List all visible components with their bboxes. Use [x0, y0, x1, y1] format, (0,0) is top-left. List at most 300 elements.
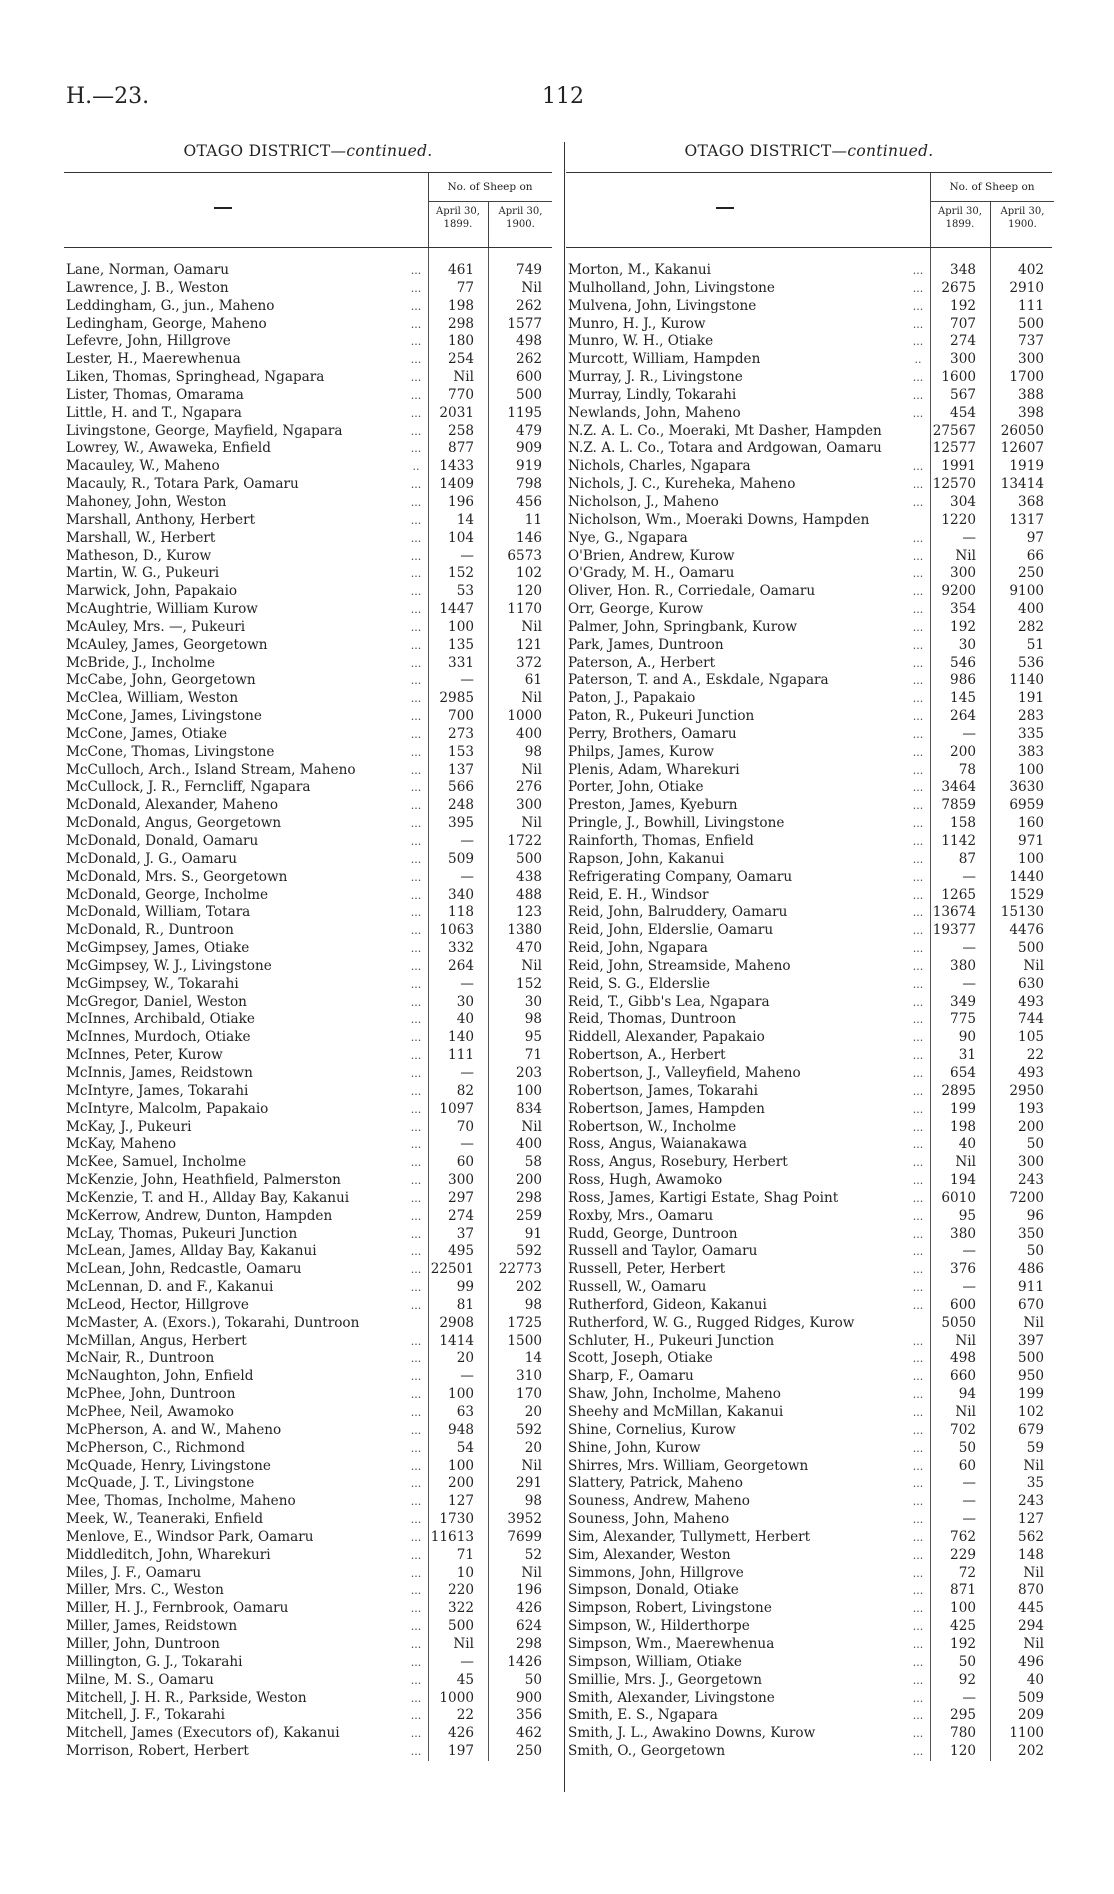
sheep-1900-value: 58 — [524, 1154, 542, 1171]
table-row — [64, 1065, 552, 1083]
table-row — [64, 1190, 552, 1208]
sheep-1899-value: 566 — [448, 779, 474, 796]
table-row — [64, 779, 552, 797]
table-row — [64, 1243, 552, 1261]
sheep-1900-value: 1725 — [507, 1314, 542, 1331]
table-row — [64, 530, 552, 548]
sheep-1900-value: 199 — [1018, 1386, 1044, 1403]
leader-dots: ... — [410, 1423, 422, 1437]
owner-name: Lefevre, John, Hillgrove — [66, 333, 231, 350]
table-row — [64, 1101, 552, 1119]
sheep-1900-value: 562 — [1018, 1528, 1044, 1545]
table-row — [566, 387, 1052, 405]
owner-name: McKee, Samuel, Incholme — [66, 1154, 247, 1171]
table-row — [566, 797, 1052, 815]
sheep-1900-value: 262 — [516, 351, 542, 368]
leader-dots: ... — [912, 1655, 924, 1669]
sheep-1899-value: 1000 — [439, 1689, 474, 1706]
leader-dots: ... — [410, 1655, 422, 1669]
sheep-1900-value: 500 — [1018, 1350, 1044, 1367]
sheep-1900-value: 123 — [516, 904, 542, 921]
leader-dots: ... — [410, 1209, 422, 1223]
owner-name: McInnes, Archibald, Otiake — [66, 1011, 255, 1028]
table-row — [566, 1190, 1052, 1208]
leader-dots: ... — [410, 1584, 422, 1598]
sheep-1900-value: Nil — [521, 957, 542, 974]
sheep-1899-value: 120 — [950, 1743, 976, 1760]
table-row — [566, 815, 1052, 833]
table-row — [64, 1475, 552, 1493]
sheep-1900-value: 52 — [524, 1546, 542, 1563]
owner-name: Simpson, Donald, Otiake — [568, 1582, 739, 1599]
column-divider — [564, 142, 565, 1792]
sheep-1899-value: 100 — [448, 618, 474, 635]
leader-dots: ... — [410, 1637, 422, 1651]
table-row — [64, 262, 552, 280]
table-row — [566, 1672, 1052, 1690]
owner-name: N.Z. A. L. Co., Moeraki, Mt Dasher, Hampden — [568, 422, 882, 439]
owner-name: Macauly, R., Totara Park, Oamaru — [66, 476, 299, 493]
sheep-1899-value: 198 — [950, 1118, 976, 1135]
owner-name: Smillie, Mrs. J., Georgetown — [568, 1671, 763, 1688]
leader-dots: ... — [912, 1370, 924, 1384]
sheep-1900-value: 1722 — [507, 833, 542, 849]
sheep-1900-value: 1426 — [507, 1653, 542, 1670]
owner-name: Marshall, Anthony, Herbert — [66, 511, 256, 528]
owner-name: Ross, Angus, Rosebury, Herbert — [568, 1154, 788, 1171]
sheep-1900-value: 426 — [516, 1600, 542, 1617]
table-row — [566, 369, 1052, 387]
sheep-1899-value: 877 — [448, 440, 474, 457]
table-row — [566, 512, 1052, 530]
sheep-1900-value: 200 — [516, 1172, 542, 1189]
sheep-1900-value: 388 — [1018, 386, 1044, 403]
owner-name: Lowrey, W., Awaweka, Enfield — [66, 440, 271, 457]
owner-name: McGimpsey, W., Tokarahi — [66, 975, 239, 992]
leader-dots: ... — [912, 906, 924, 920]
owner-name: Robertson, James, Hampden — [568, 1100, 765, 1117]
leader-dots: ... — [912, 1281, 924, 1295]
owner-name: McDonald, George, Incholme — [66, 886, 269, 903]
leader-dots: ... — [912, 942, 924, 956]
table-row — [566, 887, 1052, 905]
sheep-1900-value: 98 — [524, 1493, 542, 1510]
sheep-1900-value: 91 — [524, 1225, 542, 1242]
table-row — [64, 1261, 552, 1279]
owner-name: Smith, O., Georgetown — [568, 1743, 726, 1760]
owner-name: Paton, R., Pukeuri Junction — [568, 708, 755, 725]
owner-name: Preston, James, Kyeburn — [568, 797, 738, 814]
sheep-1899-value: 100 — [448, 1457, 474, 1474]
table-row — [64, 1208, 552, 1226]
sheep-1899-value: — — [962, 975, 976, 992]
sheep-1899-value: 660 — [950, 1368, 976, 1385]
owner-name: Nicholson, Wm., Moeraki Downs, Hampden — [568, 511, 870, 528]
sheep-1900-value: 500 — [1018, 315, 1044, 332]
owner-name: Mahoney, John, Weston — [66, 493, 227, 510]
sheep-1900-value: 479 — [516, 422, 542, 439]
sheep-1900-value: 798 — [516, 476, 542, 493]
leader-dots: ... — [410, 852, 422, 866]
sheep-1900-value: 100 — [516, 1082, 542, 1099]
sheep-1899-value: 135 — [448, 636, 474, 653]
sheep-1899-value: 90 — [958, 1029, 976, 1046]
sheep-1899-value: 140 — [448, 1029, 474, 1046]
sheep-1900-value: Nil — [1023, 1457, 1044, 1474]
sheep-1899-value: 1220 — [941, 511, 976, 528]
sheep-1899-value: — — [962, 1475, 976, 1492]
leader-dots: ... — [912, 888, 924, 902]
sheep-1900-value: 2910 — [1009, 279, 1044, 296]
leader-dots: ... — [912, 835, 924, 848]
sheep-1899-value: 425 — [950, 1618, 976, 1635]
sheep-1899-value: 380 — [950, 1225, 976, 1242]
leader-dots: ... — [410, 388, 422, 402]
sheep-1900-value: 160 — [1018, 815, 1044, 832]
owner-name: Mulholland, John, Livingstone — [568, 279, 775, 296]
owner-name: McCullock, J. R., Ferncliff, Ngapara — [66, 779, 311, 796]
sheep-1899-value: 775 — [950, 1011, 976, 1028]
owner-name: McBride, J., Incholme — [66, 654, 216, 671]
sheep-1900-value: 291 — [516, 1475, 542, 1492]
owner-name: Park, James, Duntroon — [568, 636, 724, 653]
table-row — [566, 779, 1052, 797]
sheep-1899-value: 454 — [950, 404, 976, 421]
sheep-1900-value: 193 — [1018, 1100, 1044, 1117]
owner-name: Miller, James, Reidstown — [66, 1618, 238, 1635]
owner-name: McMaster, A. (Exors.), Tokarahi, Duntroon — [66, 1314, 360, 1331]
table-row — [566, 1350, 1052, 1368]
sheep-1899-value: 332 — [448, 940, 474, 957]
sheep-1900-value: 7200 — [1009, 1189, 1044, 1206]
owner-name: Leddingham, G., jun., Maheno — [66, 297, 275, 314]
sheep-1900-value: 300 — [516, 797, 542, 814]
sheep-1900-value: 402 — [1018, 262, 1044, 278]
sheep-1899-value: 546 — [950, 654, 976, 671]
owner-name: Mitchell, J. F., Tokarahi — [66, 1707, 226, 1724]
sheep-1900-value: 911 — [1018, 1279, 1044, 1296]
leader-dots: ... — [912, 638, 924, 652]
sheep-1900-value: 493 — [1018, 993, 1044, 1010]
owner-name: McIntyre, Malcolm, Papakaio — [66, 1100, 269, 1117]
owner-name: Reid, John, Streamside, Maheno — [568, 957, 791, 974]
owner-name: Marwick, John, Papakaio — [66, 583, 238, 600]
owner-name: Rudd, George, Duntroon — [568, 1225, 738, 1242]
owner-name: Morton, M., Kakanui — [568, 262, 711, 278]
sheep-1900-value: 283 — [1018, 708, 1044, 725]
table-row — [64, 423, 552, 441]
owner-name: McCone, James, Livingstone — [66, 708, 262, 725]
sheep-1899-value: 12577 — [932, 440, 976, 457]
owner-name: Robertson, J., Valleyfield, Maheno — [568, 1064, 801, 1081]
owner-name: Nichols, J. C., Kureheka, Maheno — [568, 476, 796, 493]
sheep-1900-value: 300 — [1018, 1154, 1044, 1171]
sheep-1900-value: Nil — [521, 690, 542, 707]
leader-dots: ... — [912, 264, 924, 277]
leader-dots: ... — [912, 1084, 924, 1098]
leader-dots: ... — [912, 763, 924, 777]
owner-name: McDonald, Alexander, Maheno — [66, 797, 279, 814]
sheep-1900-value: 1577 — [507, 315, 542, 332]
leader-dots: ... — [410, 281, 422, 295]
left-table-header — [64, 172, 552, 248]
sheep-1899-value: 145 — [950, 690, 976, 707]
table-row — [566, 565, 1052, 583]
owner-name: Ledingham, George, Maheno — [66, 315, 267, 332]
sheep-1899-value: 192 — [950, 618, 976, 635]
sheep-1899-value: 654 — [950, 1064, 976, 1081]
leader-dots: ... — [410, 1156, 422, 1170]
table-row — [64, 1600, 552, 1618]
owner-name: Souness, John, Maheno — [568, 1511, 730, 1528]
sheep-1900-value: 148 — [1018, 1546, 1044, 1563]
owner-name: Paton, J., Papakaio — [568, 690, 696, 707]
owner-name: Mulvena, John, Livingstone — [568, 297, 757, 314]
table-row — [566, 1636, 1052, 1654]
leader-dots: ... — [912, 567, 924, 581]
sheep-1899-value: 27567 — [932, 422, 976, 439]
sheep-1899-value: — — [962, 940, 976, 957]
sheep-1899-value: 220 — [448, 1582, 474, 1599]
owner-name: Mitchell, James (Executors of), Kakanui — [66, 1725, 340, 1742]
sheep-1899-value: 40 — [456, 1011, 474, 1028]
sheep-1899-value: 297 — [448, 1189, 474, 1206]
owner-name: Plenis, Adam, Wharekuri — [568, 761, 740, 778]
sheep-1899-value: 780 — [950, 1725, 976, 1742]
sheep-1899-value: 197 — [448, 1743, 474, 1760]
owner-name: Murcott, William, Hampden — [568, 351, 761, 368]
table-row — [566, 637, 1052, 655]
table-row — [64, 1690, 552, 1708]
sheep-1900-value: 737 — [1018, 333, 1044, 350]
owner-name: McClea, William, Weston — [66, 690, 239, 707]
leader-dots: ... — [410, 1298, 422, 1312]
owner-name: Munro, H. J., Kurow — [568, 315, 706, 332]
page-number: 112 — [542, 84, 584, 109]
sheep-1900-value: Nil — [521, 1118, 542, 1135]
sheep-1900-value: 100 — [1018, 761, 1044, 778]
sheep-1899-value: — — [460, 547, 474, 564]
sheep-1900-value: Nil — [1023, 957, 1044, 974]
sheep-1899-value: 258 — [448, 422, 474, 439]
leader-dots: ... — [912, 924, 924, 938]
sheep-1900-value: 98 — [524, 743, 542, 760]
owner-name: Riddell, Alexander, Papakaio — [568, 1029, 765, 1046]
sheep-1899-value: 9200 — [941, 583, 976, 600]
table-row — [566, 1333, 1052, 1351]
sheep-1899-value: 770 — [448, 386, 474, 403]
sheep-1899-value: Nil — [955, 1332, 976, 1349]
sheep-1899-value: 264 — [950, 708, 976, 725]
sheep-1899-value: 986 — [950, 672, 976, 689]
table-row — [64, 762, 552, 780]
owner-name: McGimpsey, James, Otiake — [66, 940, 250, 957]
owner-name: McKay, Maheno — [66, 1136, 177, 1153]
sheep-1899-value: 196 — [448, 493, 474, 510]
owner-name: Schluter, H., Pukeuri Junction — [568, 1332, 775, 1349]
sheep-1899-value: — — [460, 833, 474, 849]
owner-name: McAuley, Mrs. —, Pukeuri — [66, 618, 246, 635]
sheep-1899-value: 200 — [950, 743, 976, 760]
sheep-1900-value: 98 — [524, 1011, 542, 1028]
leader-dots: ... — [912, 1174, 924, 1188]
sheep-1900-value: 456 — [516, 493, 542, 510]
table-row — [566, 1154, 1052, 1172]
sheep-1900-value: 356 — [516, 1707, 542, 1724]
sheep-1900-value: 111 — [1018, 297, 1044, 314]
sheep-1899-value: 71 — [456, 1546, 474, 1563]
table-row — [64, 851, 552, 869]
owner-name: Scott, Joseph, Otiake — [568, 1350, 713, 1367]
sheep-1899-value: 1265 — [941, 886, 976, 903]
sheep-1900-value: 294 — [1018, 1618, 1044, 1635]
table-row — [566, 619, 1052, 637]
table-row — [566, 976, 1052, 994]
leader-dots: ... — [912, 281, 924, 295]
sheep-1899-value: 53 — [456, 583, 474, 600]
sheep-1900-value: 298 — [516, 1635, 542, 1652]
sheep-1899-value: 380 — [950, 957, 976, 974]
leader-dots: .. — [412, 460, 420, 474]
sheep-1899-value: 99 — [456, 1279, 474, 1296]
owner-name: Livingstone, George, Mayfield, Ngapara — [66, 422, 343, 439]
leader-dots: ... — [912, 1120, 924, 1134]
leader-dots: ... — [410, 549, 422, 563]
owner-name: Reid, S. G., Elderslie — [568, 975, 711, 992]
sheep-1899-value: 1991 — [941, 458, 976, 475]
table-row — [64, 833, 552, 851]
sheep-1900-value: 493 — [1018, 1064, 1044, 1081]
sheep-1899-value: 349 — [950, 993, 976, 1010]
table-row — [64, 797, 552, 815]
name-column-dash — [214, 207, 232, 209]
leader-dots: ... — [410, 674, 422, 688]
owner-name: Little, H. and T., Ngapara — [66, 404, 242, 421]
owner-name: Smith, Alexander, Livingstone — [568, 1689, 775, 1706]
leader-dots: ... — [410, 1709, 422, 1723]
sheep-1899-value: 100 — [448, 1386, 474, 1403]
owner-name: Pringle, J., Bowhill, Livingstone — [568, 815, 785, 832]
sheep-1899-value: 78 — [958, 761, 976, 778]
sheep-1900-value: 2950 — [1009, 1082, 1044, 1099]
sheep-1899-value: 180 — [448, 333, 474, 350]
table-row — [64, 548, 552, 566]
owner-name: Philps, James, Kurow — [568, 743, 714, 760]
leader-dots: ... — [912, 549, 924, 563]
table-row — [566, 1119, 1052, 1137]
table-row — [566, 869, 1052, 887]
leader-dots: ... — [410, 1602, 422, 1616]
owner-name: Reid, John, Ngapara — [568, 940, 708, 957]
sheep-1900-value: 50 — [524, 1671, 542, 1688]
leader-dots: ... — [912, 977, 924, 991]
sheep-1900-value: 146 — [516, 529, 542, 546]
table-row — [566, 1029, 1052, 1047]
table-row — [566, 298, 1052, 316]
table-row — [64, 1618, 552, 1636]
sheep-1900-value: Nil — [521, 761, 542, 778]
sheep-1899-value: 13674 — [932, 904, 976, 921]
sheep-1900-value: 1380 — [507, 922, 542, 939]
owner-name: Reid, John, Balruddery, Oamaru — [568, 904, 788, 921]
sheep-1900-value: 462 — [516, 1725, 542, 1742]
leader-dots: ... — [410, 1513, 422, 1527]
sheep-1900-value: 592 — [516, 1421, 542, 1438]
sheep-1899-value: 600 — [950, 1296, 976, 1313]
sheep-1899-value: Nil — [955, 547, 976, 564]
owner-name: McPherson, C., Richmond — [66, 1439, 245, 1456]
col-1900-header: April 30, 1900. — [1000, 206, 1045, 230]
table-row — [64, 1493, 552, 1511]
owner-name: Reid, E. H., Windsor — [568, 886, 709, 903]
leader-dots: ... — [410, 317, 422, 331]
table-row — [566, 994, 1052, 1012]
right-column-title: OTAGO DISTRICT—continued. — [684, 142, 934, 160]
table-row — [566, 440, 1052, 458]
table-row — [566, 494, 1052, 512]
sheep-1900-value: 1440 — [1009, 868, 1044, 885]
sheep-1899-value: 274 — [448, 1207, 474, 1224]
sheep-1900-value: 1317 — [1009, 511, 1044, 528]
owner-name: Sharp, F., Oamaru — [568, 1368, 694, 1385]
owner-name: Rutherford, Gideon, Kakanui — [568, 1296, 767, 1313]
sheep-1899-value: 45 — [456, 1671, 474, 1688]
sheep-1900-value: Nil — [521, 1457, 542, 1474]
sheep-1899-value: — — [962, 725, 976, 742]
sheep-1899-value: 111 — [448, 1047, 474, 1064]
table-row — [566, 1047, 1052, 1065]
sheep-1899-value: 298 — [448, 315, 474, 332]
table-row — [64, 583, 552, 601]
leader-dots: ... — [410, 1102, 422, 1116]
leader-dots: ... — [410, 1334, 422, 1348]
owner-name: Liken, Thomas, Springhead, Ngapara — [66, 369, 325, 386]
sheep-1899-value: 50 — [958, 1439, 976, 1456]
sheep-1899-value: 300 — [448, 1172, 474, 1189]
table-row — [566, 726, 1052, 744]
sheep-1899-value: 762 — [950, 1528, 976, 1545]
sheep-1900-value: 670 — [1018, 1296, 1044, 1313]
leader-dots: ... — [912, 1477, 924, 1491]
sheep-1900-value: 600 — [516, 369, 542, 386]
table-row — [64, 1636, 552, 1654]
leader-dots: ... — [410, 531, 422, 545]
sheep-1899-value: 20 — [456, 1350, 474, 1367]
sheep-1899-value: 700 — [448, 708, 474, 725]
sheep-1900-value: 243 — [1018, 1493, 1044, 1510]
table-row — [566, 1083, 1052, 1101]
sheep-1900-value: 372 — [516, 654, 542, 671]
leader-dots: ... — [912, 460, 924, 474]
sheep-1900-value: 14 — [524, 1350, 542, 1367]
leader-dots: ... — [410, 906, 422, 920]
sheep-1900-value: 243 — [1018, 1172, 1044, 1189]
leader-dots: ... — [410, 1066, 422, 1080]
owner-name: Murray, Lindly, Tokarahi — [568, 386, 737, 403]
sheep-1900-value: 127 — [1018, 1511, 1044, 1528]
table-row — [566, 458, 1052, 476]
table-row — [566, 655, 1052, 673]
sheep-1900-value: 11 — [524, 511, 542, 528]
sheep-1899-value: Nil — [453, 369, 474, 386]
leader-dots: ... — [912, 1548, 924, 1562]
leader-dots: ... — [912, 1209, 924, 1223]
table-row — [566, 1511, 1052, 1529]
sheep-1899-value: 509 — [448, 850, 474, 867]
sheep-1899-value: 300 — [950, 351, 976, 368]
leader-dots: ... — [912, 1584, 924, 1598]
leader-dots: ... — [410, 656, 422, 670]
